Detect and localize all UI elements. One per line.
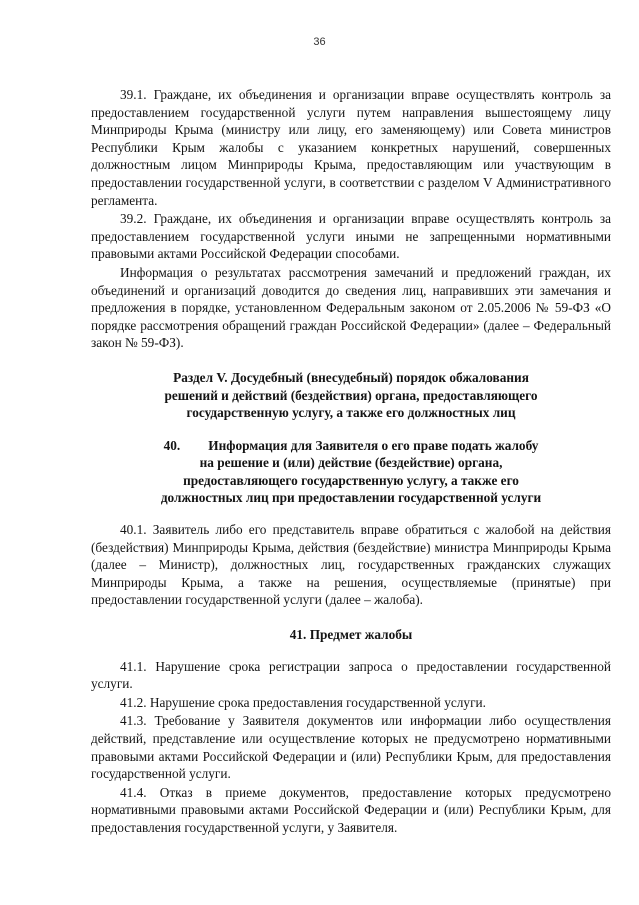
paragraph-40-1: 40.1. Заявитель либо его представитель вправе обратиться с жалобой на действия (бездействия) Минприроды Крыма, действия (бездействие) министра Минприроды Крыма (далее – Министр), должностных лиц, государственных гражданских служащих Минприроды Крыма, а также на решения, осуществляемые (принятые) при предоставлении государственной услуги (далее – жалоба). (91, 522, 611, 608)
section-v-heading-line: Раздел V. Досудебный (внесудебный) порядок обжалования (173, 369, 529, 385)
subsection-40-heading-text: Информация для Заявителя о его праве подать жалобу (208, 437, 539, 453)
paragraph-41-3: 41.3. Требование у Заявителя документов или информации либо осуществления действий, представление или осуществление которых не предусмотрено нормативными правовыми актами Российской Федерации и (или) Республики Крым, для предоставления государственной услуги. (91, 713, 611, 782)
paragraph-39-2: 39.2. Граждане, их объединения и организации вправе осуществлять контроль за предоставлением государственной услуги иными не запрещенными нормативными правовыми актами Российской Федерации способами. (91, 211, 611, 262)
paragraph-41-1: 41.1. Нарушение срока регистрации запроса о предоставлении государственной услуги. (91, 658, 611, 692)
subsection-40-heading-line: на решение и (или) действие (бездействие) органа, (199, 455, 503, 471)
subsection-40-heading-line (91, 437, 611, 455)
subsection-40-number: 40. (163, 437, 181, 453)
paragraph-information: Информация о результатах рассмотрения замечаний и предложений граждан, их объединений и организаций доводится до сведения лиц, направивших эти замечания и предложения в порядке, установленном Федеральным законом от 2.05.2006 № 59-ФЗ «О порядке рассмотрения обращений граждан Российской Федерации» (далее – Федеральный закон № 59-ФЗ). (91, 264, 611, 351)
document-body (91, 86, 611, 837)
section-v-heading (91, 369, 611, 422)
subsection-40-heading-line: должностных лиц при предоставлении государственной услуги (160, 490, 542, 506)
section-v-heading-line: решений и действий (бездействия) органа, предоставляющего (164, 387, 538, 403)
subsection-40-heading-line: предоставляющего государственную услугу, а также его (183, 472, 519, 488)
subsection-40-heading (91, 437, 611, 507)
paragraph-41-2: 41.2. Нарушение срока предоставления государственной услуги. (120, 694, 486, 710)
article-41-heading: 41. Предмет жалобы (289, 627, 413, 643)
section-v-heading-line: государственную услугу, а также его должностных лиц (186, 405, 516, 421)
paragraph-41-4: 41.4. Отказ в приеме документов, предоставление которых предусмотрено нормативными правовыми актами Российской Федерации и (или) Республики Крым, для предоставления государственной услуги, у Заявителя. (91, 784, 611, 835)
paragraph-39-1: 39.1. Граждане, их объединения и организации вправе осуществлять контроль за предоставлением государственной услуги путем направления вышестоящему лицу Минприроды Крыма (министру или лицу, его заменяющему) или Совета министров Республики Крым жалобы с указанием конкретных нарушений, совершенных должностным лицом Минприроды Крыма, предоставляющим или участвующим в предоставлении государственной услуги, в соответствии с разделом V Административного регламента. (91, 87, 611, 208)
page-number: 36 (313, 36, 326, 48)
